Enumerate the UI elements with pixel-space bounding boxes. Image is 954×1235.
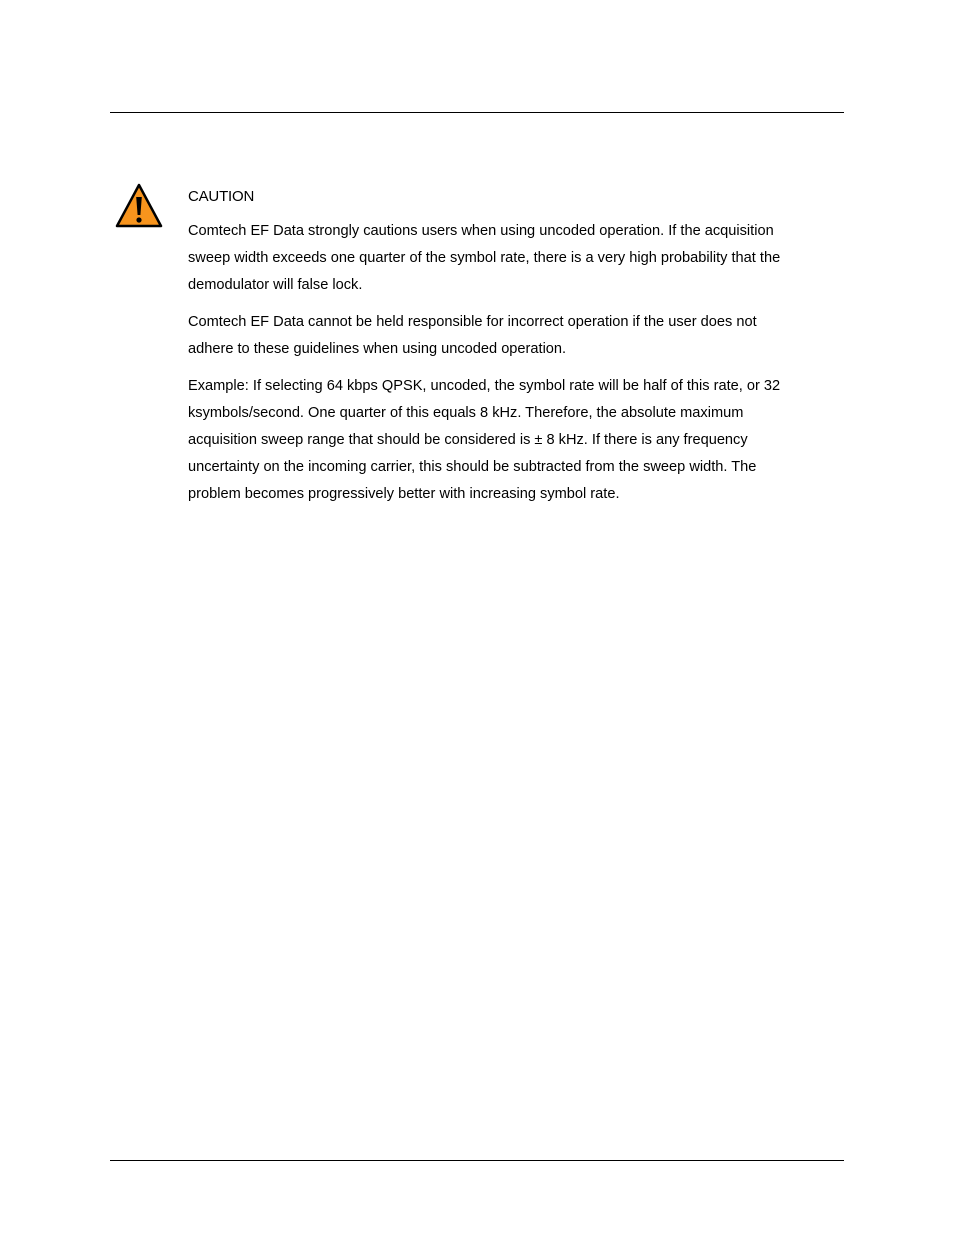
- caution-title: CAUTION: [188, 188, 255, 205]
- caution-paragraph-2: Comtech EF Data cannot be held responsible for incorrect operation if the user does not adhere to these guidelines when using uncoded operation.: [188, 314, 757, 357]
- footer-rule: [110, 1160, 844, 1161]
- caution-paragraph-1: Comtech EF Data strongly cautions users when using uncoded operation. If the acquisition sweep width exceeds one quarter of the symbol rate, there is a very high probability that the demodulator will false lock.: [188, 223, 781, 293]
- warning-triangle-icon: [115, 182, 163, 228]
- header-rule: [110, 112, 844, 113]
- caution-paragraph-3: Example: If selecting 64 kbps QPSK, uncoded, the symbol rate will be half of this rate, or 32 ksymbols/second. One quarter of this equals 8 kHz. Therefore, the absolute maximum acquisition sweep range that should be considered is ± 8 kHz. If there is any frequency uncertainty on the incoming carrier, this should be subtracted from the sweep width. The problem becomes progressively better with increasing symbol rate.: [188, 378, 781, 502]
